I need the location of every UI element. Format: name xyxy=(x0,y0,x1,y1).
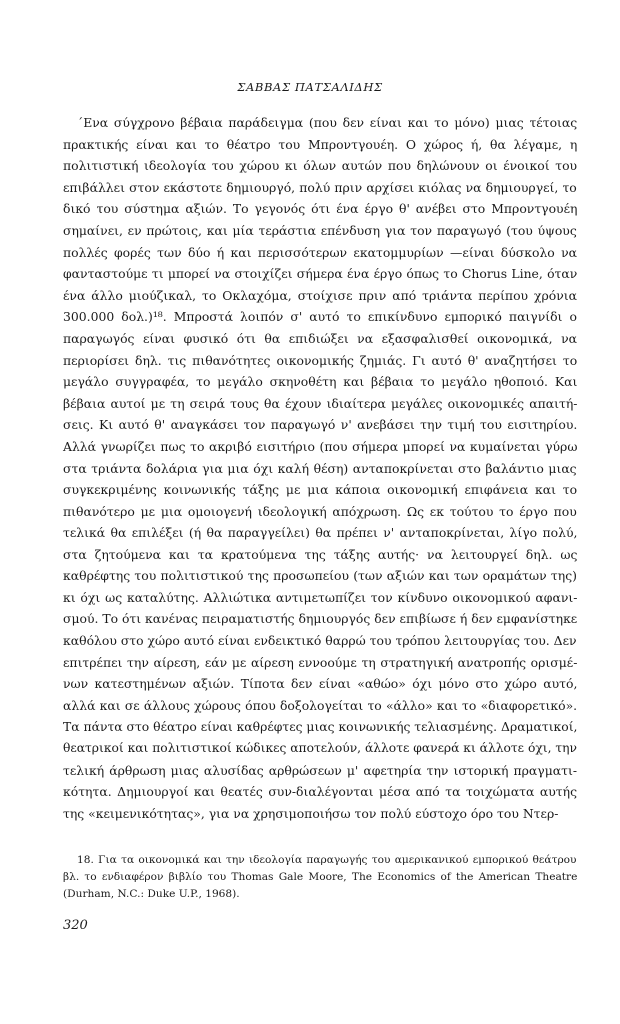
body-line: νων κατεστημένων αξιών. Τίποτα δεν είναι «αθώο» όχι μόνο στο χώρο αυτό, xyxy=(63,676,578,692)
body-line: 300.000 δολ.)¹⁸. Μπροστά λοιπόν σ' αυτό το επικίνδυνο εμπορικό παιγνίδι ο xyxy=(63,309,577,325)
body-line: τελικά θα επιλέξει (ή θα παραγγείλει) θα πρέπει ν' ανταποκρίνεται, λίγο πολύ, xyxy=(63,525,578,541)
body-line: σημαίνει, εν πρώτοις, και μία τεράστια επένδυση για τον παραγωγό (του ύψους xyxy=(63,222,577,238)
body-line: πιθανότερο με μια ομοιογενή ιδεολογική απόχρωση. Ως εκ τούτου το έργο που xyxy=(63,503,577,519)
body-line: ΄Ενα σύγχρονο βέβαια παράδειγμα (που δεν είναι και το μόνο) μιας τέτοιας xyxy=(77,115,578,130)
body-line: τελική άρθρωση μιας αλυσίδας αρθρώσεων μ' αφετηρία την ιστορική πραγματι- xyxy=(63,762,578,778)
body-line: πολιτιστική ιδεολογία του χώρου κι όλων αυτών που δηλώνουν οι ένοικοί του xyxy=(63,158,578,174)
body-line: στα ζητούμενα και τα κρατούμενα της τάξης αυτής· να λειτουργεί δηλ. ως xyxy=(63,546,578,562)
body-line: περιορίσει δηλ. τις πιθανότητες οικονομικής ζημιάς. Γι αυτό θ' αναζητήσει το xyxy=(63,352,578,368)
footnote-line: βλ. το ενδιαφέρον βιβλίο του Thomas Gale Moore, The Economics of the American Theatre xyxy=(63,871,578,883)
body-line: επιτρέπει την αίρεση, εάν με αίρεση εννοούμε τη στρατηγική ανατροπής ορισμέ- xyxy=(63,654,578,670)
body-line: βέβαια αυτοί με τη σειρά τους θα έχουν ιδιαίτερα μεγάλες οικονομικές απαιτή- xyxy=(63,395,578,411)
footnote xyxy=(63,852,577,903)
body-line: αλλά και σε άλλους χώρους όπου δοξολογείται το «άλλο» και το «διαφορετικό». xyxy=(63,698,578,714)
footnote-line: 18. Για τα οικονομικά και την ιδεολογία παραγωγής του αμερικανικού εμπορικού θεάτρου xyxy=(77,854,577,866)
body-line: ένα άλλο μιούζικαλ, το Οκλαχόμα, στοίχισε πριν από τριάντα περίπου χρόνια xyxy=(63,287,578,303)
body-line: Αλλά γνωρίζει πως το ακριβό εισιτήριο (που σήμερα μπορεί να κυμαίνεται γύρω xyxy=(63,438,578,454)
body-line: θεατρικοί και πολιτιστικοί κώδικες αποτελούν, άλλοτε φανερά κι άλλοτε όχι, την xyxy=(63,741,577,756)
body-text xyxy=(63,112,577,825)
body-line: κι όχι ως καταλύτης. Αλλιώτικα αντιμετωπίζει τον κίνδυνο οικονομικού αφανι- xyxy=(63,590,578,606)
body-line: Τα πάντα στο θέατρο είναι καθρέφτες μιας κοινωνικής τελιασμένης. Δραματικοί, xyxy=(63,719,578,734)
body-line: μεγάλο συγγραφέα, το μεγάλο σκηνοθέτη και βέβαια το μεγάλο ηθοποιό. Και xyxy=(63,374,578,390)
body-line: πρακτικής είναι και το θέατρο του Μπροντγουέη. Ο χώρος ή, θα λέγαμε, η xyxy=(63,136,578,152)
body-line: πολλές φορές των δύο ή και περισσότερων εκατομμυρίων —είναι δύσκολο να xyxy=(63,244,577,260)
body-line: σμού. Το ότι κανένας πειραματιστής δημιουργός δεν επιβίωσε ή δεν εμφανίστηκε xyxy=(63,611,578,626)
body-line: δικό του σύστημα αξιών. Το γεγονός ότι ένα έργο θ' ανέβει στο Μπροντγουέη xyxy=(63,201,578,217)
body-line: της «κειμενικότητας», για να χρησιμοποιήσω τον πολύ εύστοχο όρο του Ντερ- xyxy=(63,806,559,821)
body-line: καθρέφτης του πολιτιστικού της προσωπείου (των αξιών και των οραμάτων της) xyxy=(63,568,577,584)
body-line: καθόλου στο χώρο αυτό είναι ενδεικτικό θαρρώ του τρόπου λειτουργίας του. Δεν xyxy=(63,633,577,649)
body-line: κότητα. Δημιουργοί και θεατές συν-διαλέγονται μέσα από τα τοιχώματα αυτής xyxy=(63,784,578,800)
body-line: παραγωγός είναι φυσικό ότι θα επιδιώξει να εξασφαλισθεί οικονομικά, να xyxy=(63,330,577,346)
body-line: συγκεκριμένης κοινωνικής τάξης με μια κάποια οικονομική επιφάνεια και το xyxy=(63,482,578,498)
footnote-line: (Durham, N.C.: Duke U.P., 1968). xyxy=(63,888,240,900)
page-number: 320 xyxy=(63,918,88,933)
body-line: επιβάλλει στον εκάστοτε δημιουργό, πολύ πριν αρχίσει κιόλας να δημιουργεί, το xyxy=(63,179,577,195)
body-line: φανταστούμε τι μπορεί να στοιχίζει σήμερα ένα έργο όπως το Chorus Line, όταν xyxy=(63,266,578,282)
body-line: στα τριάντα δολάρια για μια όχι καλή θέση) ανταποκρίνεται στο βαλάντιο μιας xyxy=(63,460,577,476)
running-head: ΣΑΒΒΑΣ ΠΑΤΣΑΛΙΔΗΣ xyxy=(237,80,383,94)
body-line: σεις. Κι αυτό θ' αναγκάσει τον παραγωγό ν' ανεβάσει την τιμή του εισιτηρίου. xyxy=(63,417,578,433)
